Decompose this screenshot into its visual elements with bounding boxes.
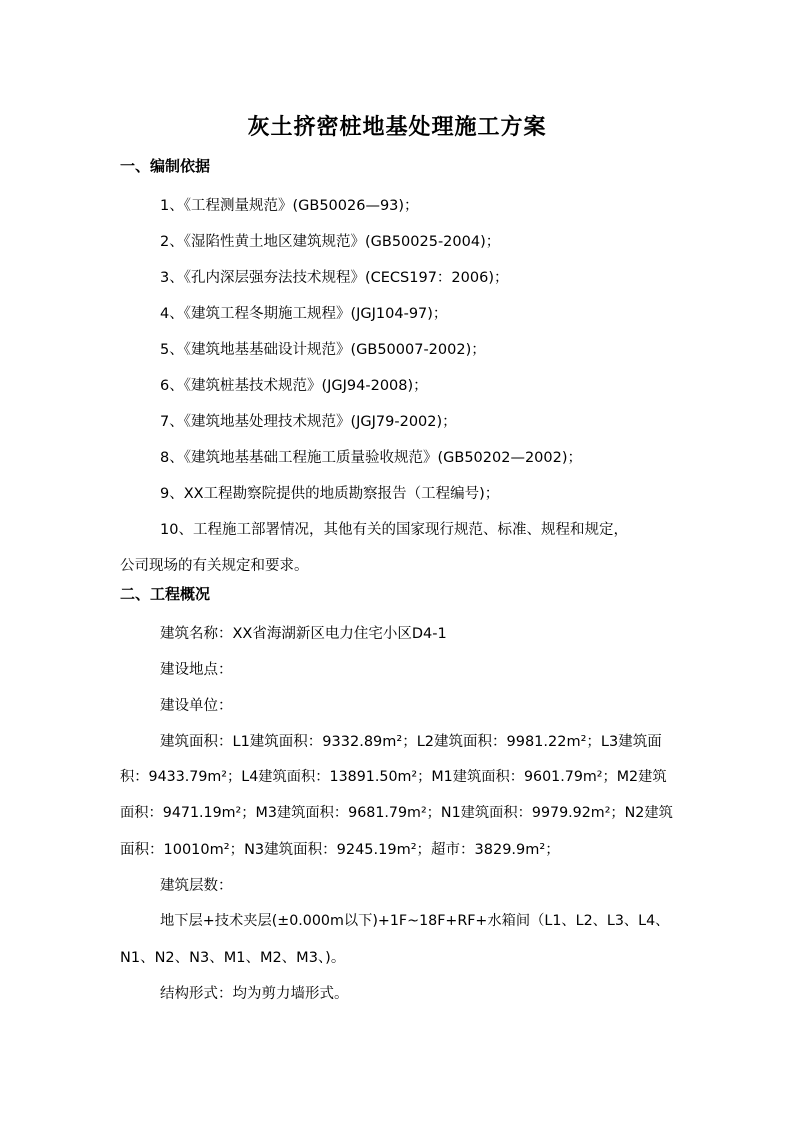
building-area-line: 面积：9471.19m²；M3建筑面积：9681.79m²；N1建筑面积：9979.92m²；N2建筑 [120,805,673,821]
basis-item: 5、《建筑地基基础设计规范》(GB50007-2002)； [160,342,486,358]
building-area-line: 面积：10010m²；N3建筑面积：9245.19m²；超市：3829.9m²； [120,842,560,858]
building-location: 建设地点： [160,662,233,678]
floors-description-line: N1、N2、N3、M1、M2、M3、)。 [120,950,346,966]
basis-item: 10、工程施工部署情况，其他有关的国家现行规范、标准、规程和规定， [160,522,628,538]
basis-item: 6、《建筑桩基技术规范》(JGJ94-2008)； [160,378,428,394]
basis-item: 2、《湿陷性黄土地区建筑规范》(GB50025-2004)； [160,234,501,250]
section-heading-basis: 一、编制依据 [120,157,211,175]
basis-item: 4、《建筑工程冬期施工规程》(JGJ104-97)； [160,306,448,322]
building-name: 建筑名称：XX省海湖新区电力住宅小区D4-1 [160,626,447,642]
basis-item: 9、XX工程勘察院提供的地质勘察报告（工程编号)； [160,486,500,502]
building-floors: 建筑层数： [160,878,233,894]
structure-type: 结构形式：均为剪力墙形式。 [160,986,349,1002]
floors-description-line: 地下层+技术夹层(±0.000m以下)+1F~18F+RF+水箱间（L1、L2、L3、L4、 [160,913,670,929]
building-area-line: 积：9433.79m²；L4建筑面积：13891.50m²；M1建筑面积：9601.79m²；M2建筑 [120,769,667,785]
building-owner: 建设单位： [160,698,233,714]
basis-item-continuation: 公司现场的有关规定和要求。 [120,558,309,574]
document-title: 灰土挤密桩地基处理施工方案 [247,114,547,140]
basis-item: 7、《建筑地基处理技术规范》(JGJ79-2002)； [160,414,457,430]
section-heading-overview: 二、工程概况 [120,585,211,603]
basis-item: 1、《工程测量规范》(GB50026—93)； [160,198,419,214]
building-area-line: 建筑面积：L1建筑面积：9332.89m²；L2建筑面积：9981.22m²；L3建筑面 [160,734,662,750]
basis-item: 3、《孔内深层强夯法技术规程》(CECS197：2006)； [160,270,509,286]
basis-item: 8、《建筑地基基础工程施工质量验收规范》(GB50202—2002)； [160,450,582,466]
